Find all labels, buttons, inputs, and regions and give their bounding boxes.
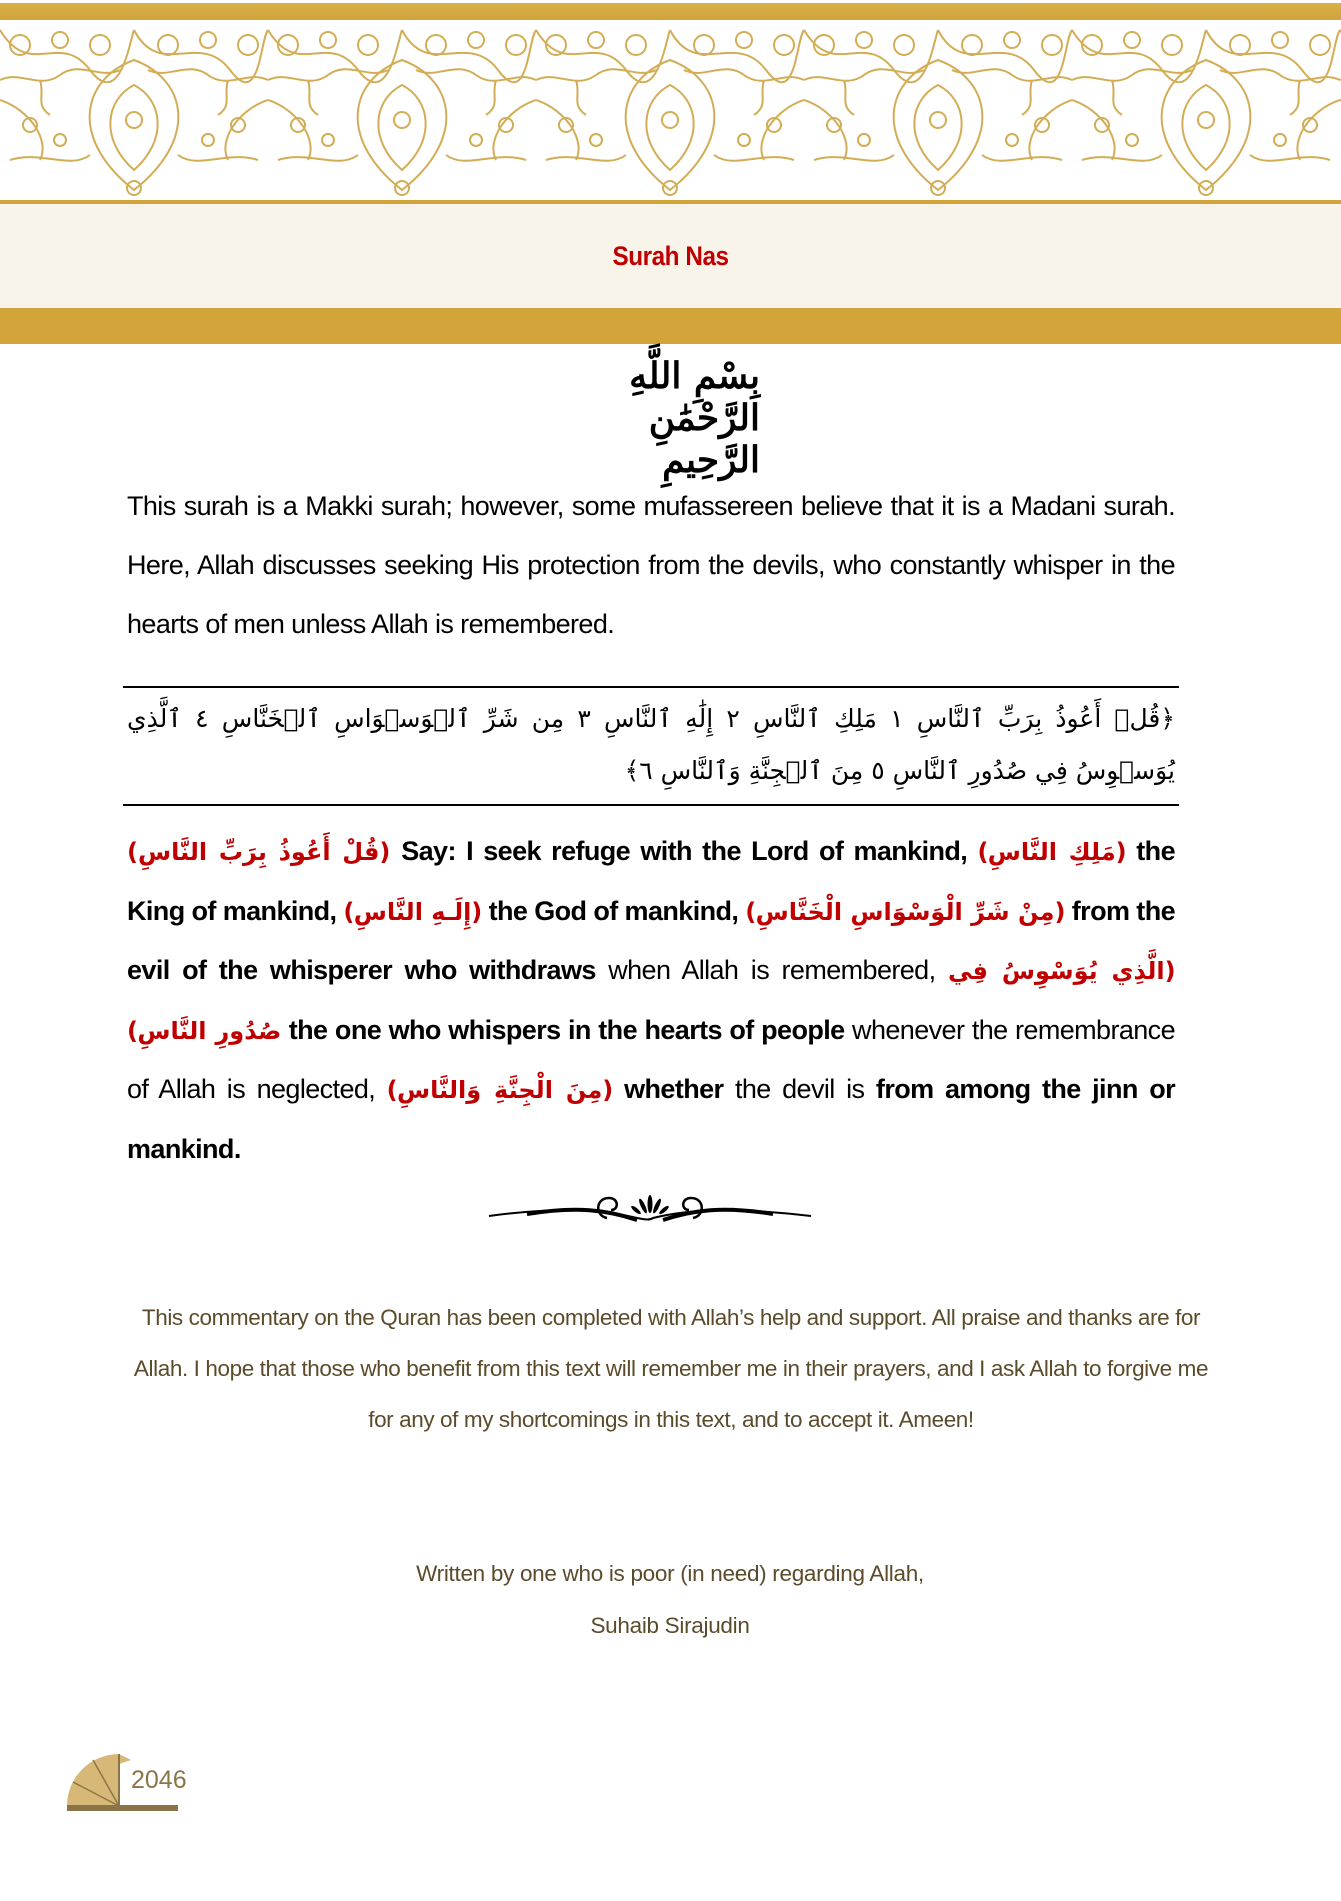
translation-bold-text: from among the jinn or mankind. (127, 1074, 1175, 1164)
bismillah-calligraphy: بِسْمِ اللَّهِ الرَّحْمَٰنِ الرَّحِيمِ (629, 354, 760, 481)
arabic-verse-quote: (مِنَ الْجِنَّةِ وَالنَّاسِ) (386, 1076, 613, 1104)
translation-bold-text: whether (612, 1074, 724, 1104)
intro-paragraph: This surah is a Makki surah; however, some mufassereen believe that it is a Madani surah. Here, Allah discusses seeking His protection from the devils, who constantly whisper in the hearts of men unless Allah is remembered. (127, 491, 1175, 639)
header-ornament-border (0, 20, 1341, 198)
arabic-verse-quote: (مَلِكِ النَّاسِ) (977, 838, 1127, 866)
arabic-verse-quote: (الَّذِي يُوَسْوِسُ فِي صُدُورِ النَّاسِ) (127, 957, 1176, 1045)
translation-bold-text: the God of mankind, (481, 895, 746, 926)
translation-plain-text: whenever the remembrance of Allah is neglected, (127, 1014, 1175, 1104)
translation-paragraph (127, 822, 1175, 1178)
page-number: 2046 (131, 1766, 187, 1794)
arabic-verse-quote: (قُلْ أَعُوذُ بِرَبِّ النَّاسِ) (127, 838, 391, 866)
translation-plain-text: when Allah is remembered, (595, 955, 948, 985)
header-bottom-band (0, 308, 1341, 344)
translation-bold-text: the one who whispers in the hearts of people (281, 1014, 845, 1045)
translation-bold-text: the King of mankind, (127, 836, 1175, 926)
arabic-verses: ﴿قُلۡ أَعُوذُ بِرَبِّ ٱلنَّاسِ ١ مَلِكِ ٱلنَّاسِ ٢ إِلَٰهِ ٱلنَّاسِ ٣ مِن شَرِّ ٱلۡوَسۡوَاسِ ٱلۡخَنَّاسِ ٤ ٱلَّذِي يُوَسۡوِسُ فِي صُدُورِ ٱلنَّاسِ ٥ مِنَ ٱلۡجِنَّةِ وَٱلنَّاسِ ٦﴾ (127, 704, 1175, 785)
translation-plain-text: the devil is (723, 1074, 876, 1104)
verse-bottom-rule (123, 804, 1179, 806)
header-top-bar (0, 3, 1341, 20)
arabic-verse-quote: (مِنْ شَرِّ الْوَسْوَاسِ الْخَنَّاسِ) (745, 897, 1065, 926)
author-name: Suhaib Sirajudin (590, 1613, 750, 1638)
page-number-block (67, 1752, 187, 1814)
arabic-verse-quote: (إِلَـهِ النَّاسِ) (343, 897, 482, 926)
verse-top-rule (123, 686, 1179, 688)
signature-line: Written by one who is poor (in need) regarding Allah, (416, 1561, 924, 1586)
page-title: Surah Nas (612, 240, 729, 271)
signature-block (300, 1548, 1040, 1652)
closing-paragraph: This commentary on the Quran has been completed with Allah’s help and support. All praise and thanks are for Allah. I hope that those who benefit from this text will remember me in their prayers, and I ask Allah to forgive me for any of my shortcomings in this text, and to accept it. Ameen! (133, 1305, 1209, 1432)
translation-bold-text: Say: I seek refuge with the Lord of mankind, (390, 836, 978, 866)
title-band (0, 204, 1341, 308)
ornamental-divider-icon (487, 1190, 813, 1226)
translation-bold-text: from the evil of the whisperer who withdraws (127, 895, 1176, 985)
